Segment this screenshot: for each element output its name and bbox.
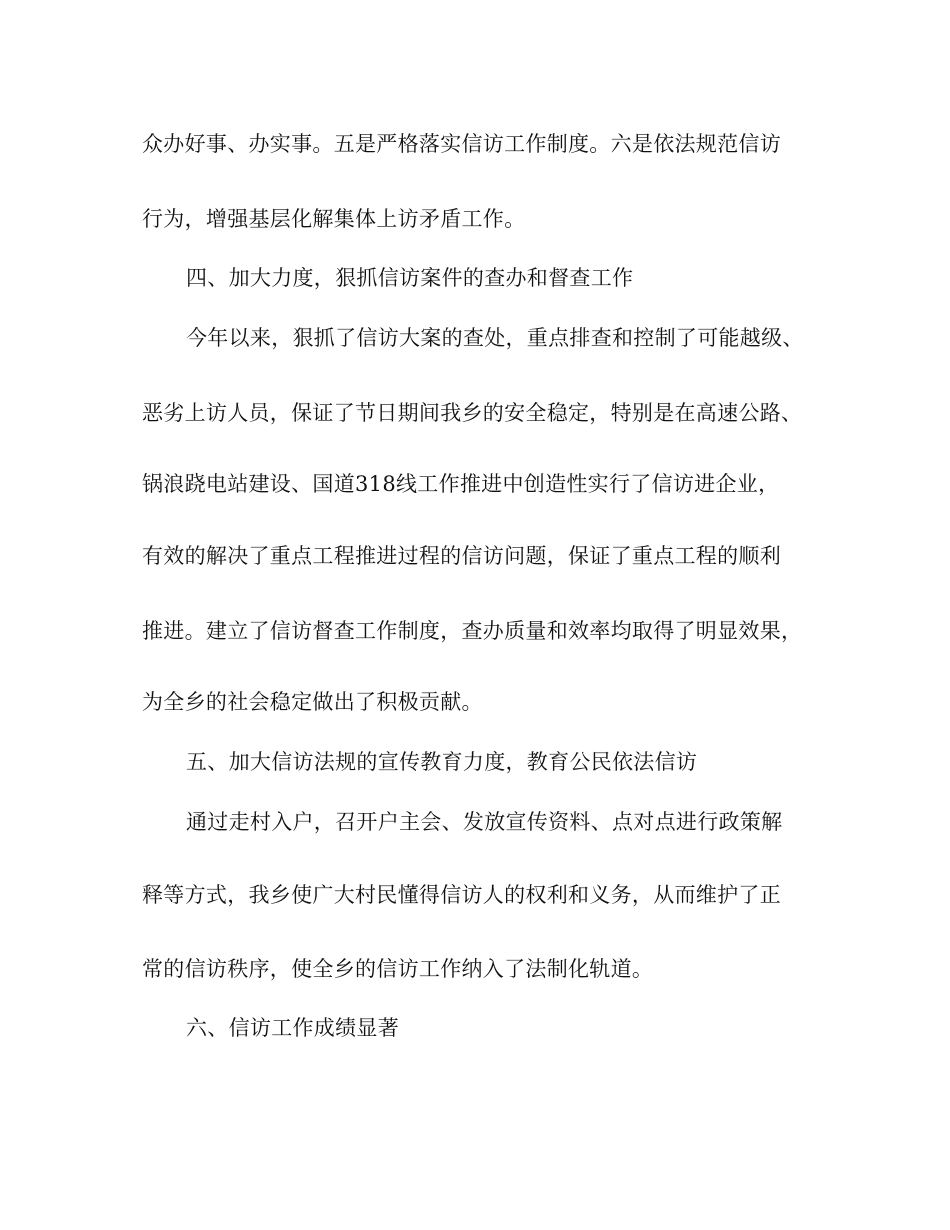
paragraph-line: 恶劣上访人员，保证了节日期间我乡的安全稳定，特别是在高速公路、 xyxy=(142,401,803,425)
section-heading-6: 六、信访工作成绩显著 xyxy=(186,1016,399,1040)
section-heading-5: 五、加大信访法规的宣传教育力度，教育公民依法信访 xyxy=(186,750,698,774)
paragraph-line: 锅浪跷电站建设、国道318线工作推进中创造性实行了信访进企业， xyxy=(142,472,780,496)
paragraph-line: 有效的解决了重点工程推进过程的信访问题，保证了重点工程的顺利 xyxy=(142,544,781,568)
paragraph-line: 今年以来，狠抓了信访大案的查处，重点排查和控制了可能越级、 xyxy=(186,326,804,350)
paragraph-line: 推进。建立了信访督查工作制度，查办质量和效率均取得了明显效果， xyxy=(142,619,803,643)
paragraph-line: 通过走村入户，召开户主会、发放宣传资料、点对点进行政策解 xyxy=(186,810,783,834)
paragraph-line: 常的信访秩序，使全乡的信访工作纳入了法制化轨道。 xyxy=(142,957,654,981)
paragraph-line: 行为，增强基层化解集体上访矛盾工作。 xyxy=(142,207,526,231)
paragraph-line: 众办好事、办实事。五是严格落实信访工作制度。六是依法规范信访 xyxy=(142,132,781,156)
paragraph-line: 释等方式，我乡使广大村民懂得信访人的权利和义务，从而维护了正 xyxy=(142,883,781,907)
section-heading-4: 四、加大力度，狠抓信访案件的查办和督查工作 xyxy=(186,266,634,290)
paragraph-line: 为全乡的社会稳定做出了积极贡献。 xyxy=(142,690,483,714)
